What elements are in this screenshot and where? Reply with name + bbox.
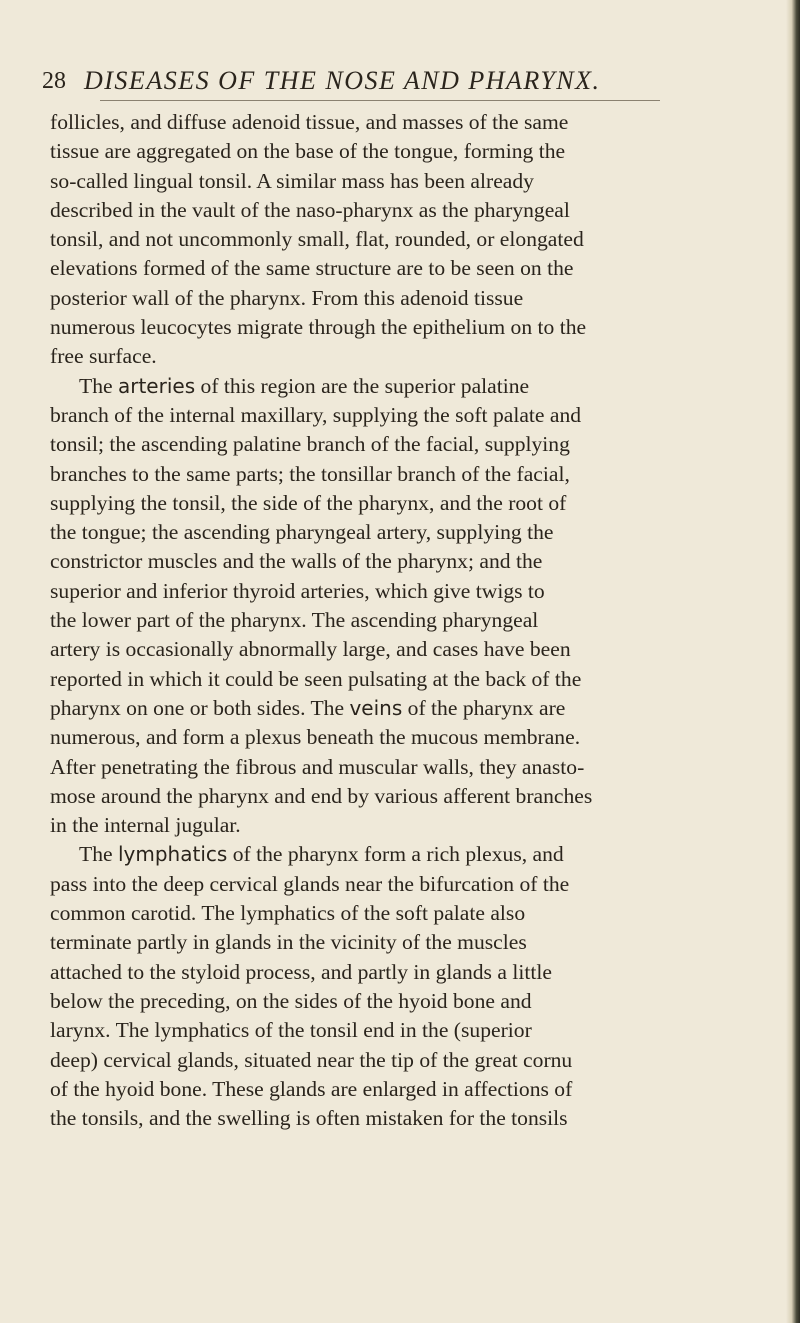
text-run: branches to the same parts; the tonsillar branch of the facial,	[50, 461, 570, 486]
text-line	[50, 460, 760, 489]
text-line	[50, 958, 760, 987]
header-rule	[100, 100, 660, 101]
text-run: of the hyoid bone. These glands are enlarged in affections of	[50, 1076, 573, 1101]
text-line	[50, 108, 760, 137]
text-run: branch of the internal maxillary, supplying the soft palate and	[50, 402, 582, 427]
text-run: supplying the tonsil, the side of the pharynx, and the root of	[50, 490, 567, 515]
text-run: tonsil, and not uncommonly small, flat, rounded, or elongated	[50, 227, 584, 252]
text-run: common carotid. The lymphatics of the soft palate also	[50, 901, 526, 926]
text-run: described in the vault of the naso-pharynx as the pharyngeal	[50, 197, 570, 222]
page-edge-shadow	[786, 0, 800, 1323]
running-head	[42, 66, 742, 102]
keyword: lymphatics	[117, 842, 228, 867]
keyword: arteries	[117, 373, 196, 398]
text-line	[50, 577, 760, 606]
text-line	[50, 547, 760, 576]
text-line	[50, 635, 760, 664]
text-line	[50, 870, 760, 899]
text-run: pharynx on one or both sides. The	[50, 695, 350, 720]
text-line	[50, 811, 760, 840]
text-run: the tonsils, and the swelling is often mistaken for the tonsils	[50, 1106, 568, 1131]
text-run: tonsil; the ascending palatine branch of the facial, supplying	[50, 432, 570, 457]
text-line	[50, 137, 760, 166]
text-line	[50, 1016, 760, 1045]
text-run: terminate partly in glands in the vicinity of the muscles	[50, 930, 527, 955]
running-head-title: DISEASES OF THE NOSE AND PHARYNX.	[84, 66, 601, 95]
text-line	[50, 928, 760, 957]
text-run: in the internal jugular.	[50, 813, 241, 838]
text-line	[50, 1104, 760, 1133]
paragraph	[50, 372, 760, 841]
text-run: of this region are the superior palatine	[195, 373, 530, 398]
paragraph	[50, 108, 760, 372]
text-line	[50, 753, 760, 782]
text-run: larynx. The lymphatics of the tonsil end in the (superior	[50, 1018, 532, 1043]
text-run: follicles, and diffuse adenoid tissue, and masses of the same	[50, 110, 569, 134]
text-line	[50, 167, 760, 196]
text-run: the tongue; the ascending pharyngeal artery, supplying the	[50, 520, 554, 545]
text-run: of the pharynx form a rich plexus, and	[227, 842, 564, 867]
text-run: pass into the deep cervical glands near the bifurcation of the	[50, 871, 570, 896]
text-line	[50, 665, 760, 694]
text-line	[50, 518, 760, 547]
text-line	[50, 1075, 760, 1104]
keyword: veins	[349, 695, 403, 720]
text-line	[50, 840, 760, 869]
text-line	[50, 723, 760, 752]
text-line	[50, 284, 760, 313]
paragraph	[50, 840, 760, 1133]
text-line	[50, 899, 760, 928]
text-run: constrictor muscles and the walls of the pharynx; and the	[50, 549, 543, 574]
text-run: The	[79, 842, 118, 867]
text-run: free surface.	[50, 344, 157, 369]
text-line	[50, 782, 760, 811]
text-run: superior and inferior thyroid arteries, which give twigs to	[50, 578, 545, 603]
text-run: numerous leucocytes migrate through the epithelium on to the	[50, 315, 587, 340]
text-line	[50, 254, 760, 283]
text-line	[50, 401, 760, 430]
body-text	[50, 108, 760, 1133]
text-line	[50, 225, 760, 254]
text-line	[50, 430, 760, 459]
text-run: the lower part of the pharynx. The ascending pharyngeal	[50, 608, 539, 633]
text-run: artery is occasionally abnormally large, and cases have been	[50, 637, 571, 662]
text-run: deep) cervical glands, situated near the tip of the great cornu	[50, 1047, 573, 1072]
text-line	[50, 987, 760, 1016]
text-line	[50, 606, 760, 635]
text-run: so-called lingual tonsil. A similar mass has been already	[50, 168, 534, 193]
text-run: below the preceding, on the sides of the hyoid bone and	[50, 988, 532, 1013]
text-run: mose around the pharynx and end by various afferent branches	[50, 783, 593, 808]
text-line	[50, 313, 760, 342]
text-line	[50, 372, 760, 401]
text-line	[50, 1046, 760, 1075]
text-line	[50, 694, 760, 723]
page-number: 28	[42, 68, 66, 94]
text-run: of the pharynx are	[402, 695, 566, 720]
text-line	[50, 196, 760, 225]
text-run: numerous, and form a plexus beneath the mucous membrane.	[50, 725, 581, 750]
text-run: After penetrating the fibrous and muscular walls, they anasto-	[50, 754, 585, 779]
text-line	[50, 489, 760, 518]
text-run: reported in which it could be seen pulsating at the back of the	[50, 666, 582, 691]
text-run: tissue are aggregated on the base of the tongue, forming the	[50, 139, 566, 164]
text-run: attached to the styloid process, and partly in glands a little	[50, 959, 552, 984]
text-run: elevations formed of the same structure are to be seen on the	[50, 256, 574, 281]
text-run: The	[79, 373, 118, 398]
text-line	[50, 342, 760, 371]
text-run: posterior wall of the pharynx. From this adenoid tissue	[50, 285, 524, 310]
